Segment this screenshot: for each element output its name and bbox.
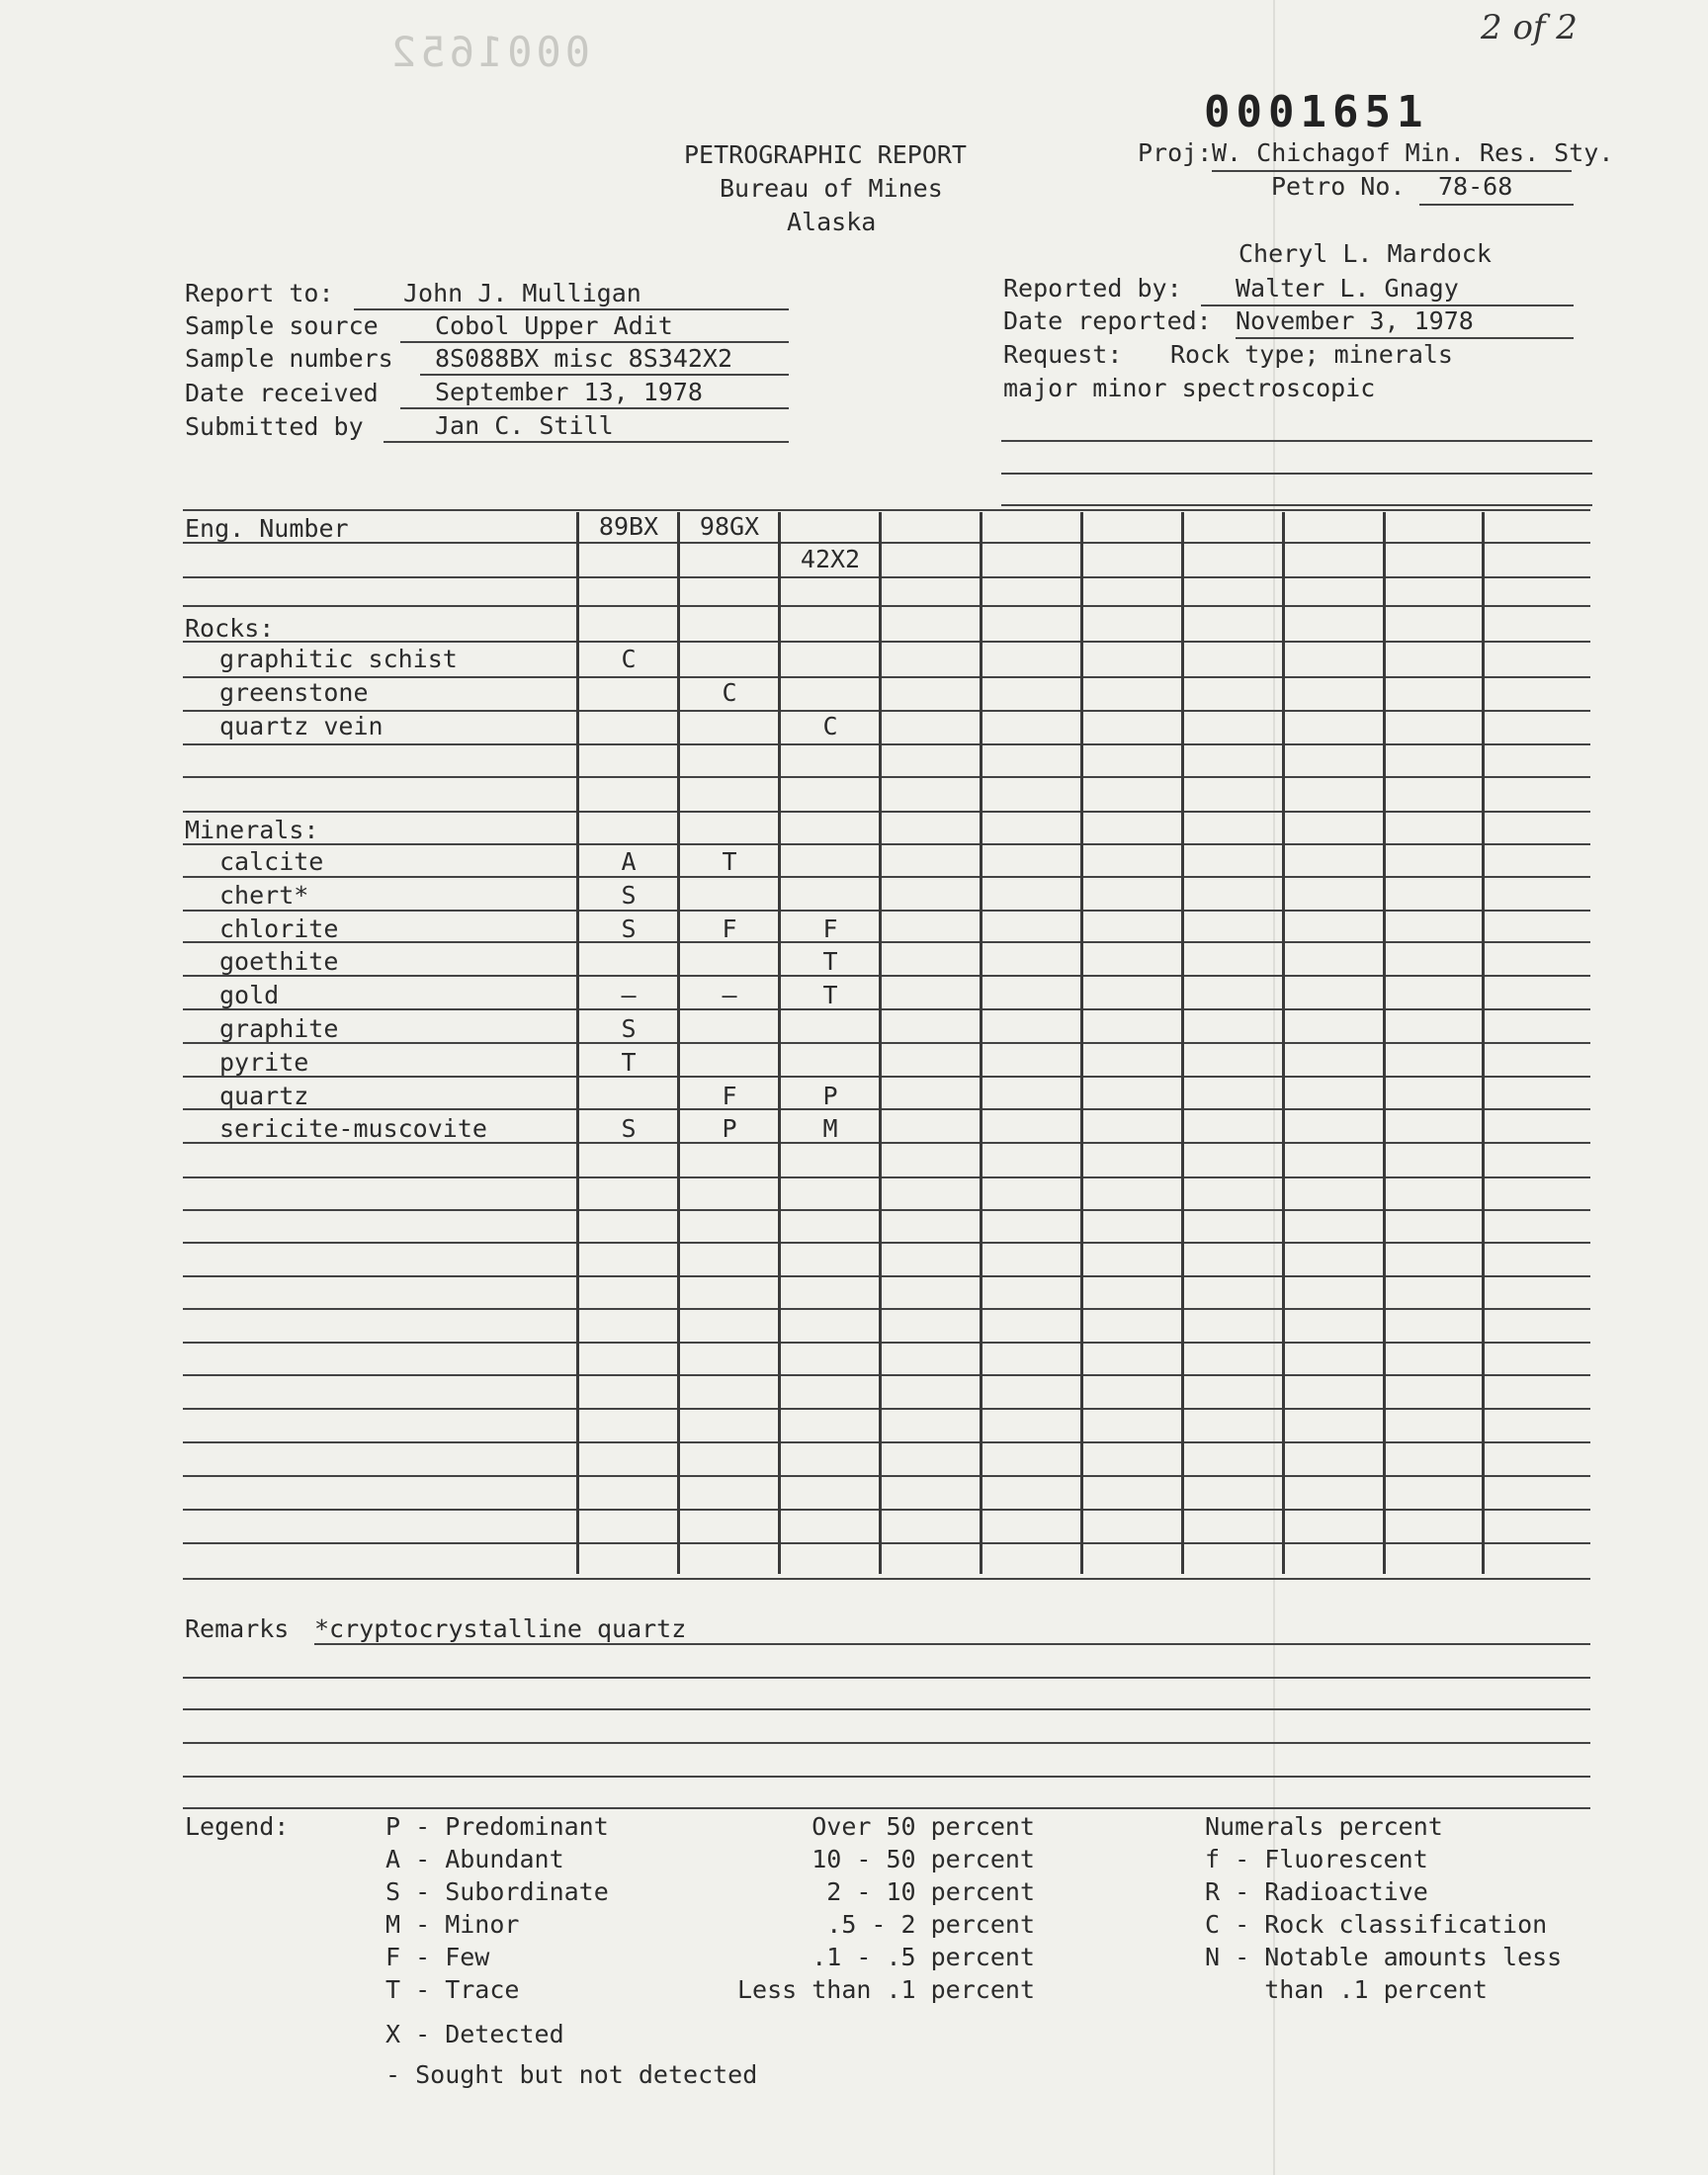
request-line-2: major minor spectroscopic [1003,374,1376,402]
table-rule [183,641,1590,643]
legend-code: - Sought but not detected [385,2060,758,2089]
table-cell: C [621,645,637,673]
table-rule [183,509,1590,511]
table-cell: P [822,1081,838,1110]
table-row-label: chlorite [219,914,339,943]
legend-code: X - Detected [385,2020,564,2048]
table-rule [183,1008,1590,1010]
table-cell: T [621,1047,637,1077]
request-blank-line [1001,473,1592,475]
table-row-label: chert* [219,880,309,910]
field-underline [400,407,789,409]
request-label: Request: [1003,340,1123,369]
table-rule [183,1374,1590,1376]
table-row-label: pyrite [219,1047,309,1077]
table-rule [183,1275,1590,1277]
date-received-value: September 13, 1978 [435,378,703,406]
table-rule [183,975,1590,977]
table-rule [183,576,1590,578]
table-row-label: goethite [219,947,339,977]
table-cell: C [822,712,838,740]
table-rule [183,1209,1590,1211]
column-rule [879,512,882,1574]
table-rule [183,941,1590,943]
table-cell: F [822,914,838,943]
table-cell: M [822,1114,838,1144]
submitted-by-label: Submitted by [185,412,364,441]
field-underline [354,308,789,310]
remarks-rule [183,1807,1590,1809]
table-row-label: sericite-muscovite [219,1114,487,1144]
table-rule [183,1441,1590,1443]
sample-source-label: Sample source [185,311,379,340]
legend-range: 2 - 10 percent [826,1877,1035,1906]
table-rule [183,1042,1590,1044]
table-cell: S [621,914,637,943]
table-cell: S [621,1114,637,1144]
legend-code: T - Trace [385,1975,520,2004]
table-rule [183,1475,1590,1477]
reported-by-label: Reported by: [1003,274,1182,303]
remarks-rule [183,1742,1590,1744]
report-to-value: John J. Mulligan [403,279,641,307]
petro-label: Petro No. [1271,172,1406,201]
request-line-1: Rock type; minerals [1170,340,1453,369]
document-stamp-number: 0001651 [1204,87,1429,137]
proj-value: W. Chichagof Min. Res. Sty. [1212,138,1614,167]
legend-note: R - Radioactive [1205,1877,1428,1906]
table-row-label: graphitic schist [219,645,458,673]
table-cell: S [621,880,637,910]
legend-note: Numerals percent [1205,1812,1443,1841]
table-cell: F [722,914,737,943]
minerals-heading: Minerals: [185,816,319,844]
table-rule [183,1342,1590,1344]
table-rule [183,1242,1590,1244]
table-cell: A [621,847,637,876]
field-underline [384,441,789,443]
table-rule [183,811,1590,813]
table-cell: C [722,678,737,707]
table-rule [183,843,1590,845]
table-rule [183,710,1590,712]
column-rule [1482,512,1485,1574]
reported-by-value: Walter L. Gnagy [1236,274,1459,303]
table-rule [183,743,1590,745]
submitted-by-value: Jan C. Still [435,411,614,440]
legend-range: .1 - .5 percent [811,1943,1035,1971]
report-title: PETROGRAPHIC REPORT [684,140,967,169]
table-rule [183,542,1590,544]
legend-note: f - Fluorescent [1205,1845,1428,1873]
field-underline [1236,337,1574,339]
report-to-label: Report to: [185,279,334,307]
field-underline [400,341,789,343]
remarks-rule [314,1643,1590,1645]
table-rule [183,1408,1590,1410]
sample-numbers-value: 8S088BX misc 8S342X2 [435,344,733,373]
agency-location: Alaska [787,208,877,236]
column-rule [1080,512,1083,1574]
agency-name: Bureau of Mines [720,174,943,203]
table-row-label: quartz [219,1081,309,1110]
request-blank-line [1001,504,1592,506]
table-rule [183,1578,1590,1580]
table-row-label: gold [219,981,280,1010]
table-rule [183,1076,1590,1078]
column-rule [1181,512,1184,1574]
field-underline [420,374,789,376]
table-rule [183,676,1590,678]
date-reported-value: November 3, 1978 [1236,306,1474,335]
column-rule [980,512,982,1574]
table-rule [183,1176,1590,1178]
table-row-label: quartz vein [219,712,384,740]
bleed-through-number: 0001652 [387,28,591,76]
col-header-2: 98GX [699,512,760,541]
table-cell: – [621,981,637,1010]
column-rule [1282,512,1285,1574]
legend-code: M - Minor [385,1910,520,1939]
legend-code: A - Abundant [385,1845,564,1873]
petro-underline [1419,204,1574,206]
table-rule [183,910,1590,912]
legend-range: Less than .1 percent [736,1975,1035,2004]
legend-label: Legend: [185,1812,290,1841]
petro-value: 78-68 [1438,172,1513,201]
secondary-reporter: Cheryl L. Mardock [1238,239,1492,268]
eng-number-label: Eng. Number [185,514,349,543]
table-rule [183,876,1590,878]
table-cell: F [722,1081,737,1110]
table-row-label: calcite [219,847,324,876]
table-cell: S [621,1014,637,1043]
date-received-label: Date received [185,379,379,407]
table-cell: T [822,981,838,1010]
col-header-1: 89BX [598,512,659,541]
sample-numbers-label: Sample numbers [185,344,393,373]
table-rule [183,1108,1590,1110]
table-cell: – [722,981,737,1010]
legend-range: 10 - 50 percent [811,1845,1035,1873]
remarks-rule [183,1708,1590,1710]
table-rule [183,1509,1590,1511]
column-rule [1383,512,1386,1574]
legend-note: than .1 percent [1205,1975,1488,2004]
remarks-rule [183,1677,1590,1679]
rocks-heading: Rocks: [185,614,275,643]
date-reported-label: Date reported: [1003,306,1212,335]
table-rule [183,1542,1590,1544]
legend-range: Over 50 percent [811,1812,1035,1841]
legend-code: S - Subordinate [385,1877,609,1906]
table-row-label: graphite [219,1014,339,1043]
table-cell: T [822,947,838,977]
remarks-label: Remarks [185,1614,290,1643]
page-count-annotation: 2 of 2 [1481,8,1578,47]
table-cell: P [722,1114,737,1144]
table-rule [183,1308,1590,1310]
proj-label: Proj: [1138,138,1213,167]
table-rule [183,605,1590,607]
legend-code: F - Few [385,1943,490,1971]
legend-range: .5 - 2 percent [826,1910,1035,1939]
request-blank-line [1001,440,1592,442]
table-cell: T [722,847,737,876]
remarks-text: *cryptocrystalline quartz [314,1614,687,1643]
table-row-label: greenstone [219,678,369,707]
legend-note: C - Rock classification [1205,1910,1548,1939]
table-rule [183,776,1590,778]
sample-source-value: Cobol Upper Adit [435,311,673,340]
column-rule [778,512,781,1574]
legend-note: N - Notable amounts less [1205,1943,1563,1971]
remarks-rule [183,1776,1590,1778]
col-header-3: 42X2 [800,545,861,573]
legend-code: P - Predominant [385,1812,609,1841]
